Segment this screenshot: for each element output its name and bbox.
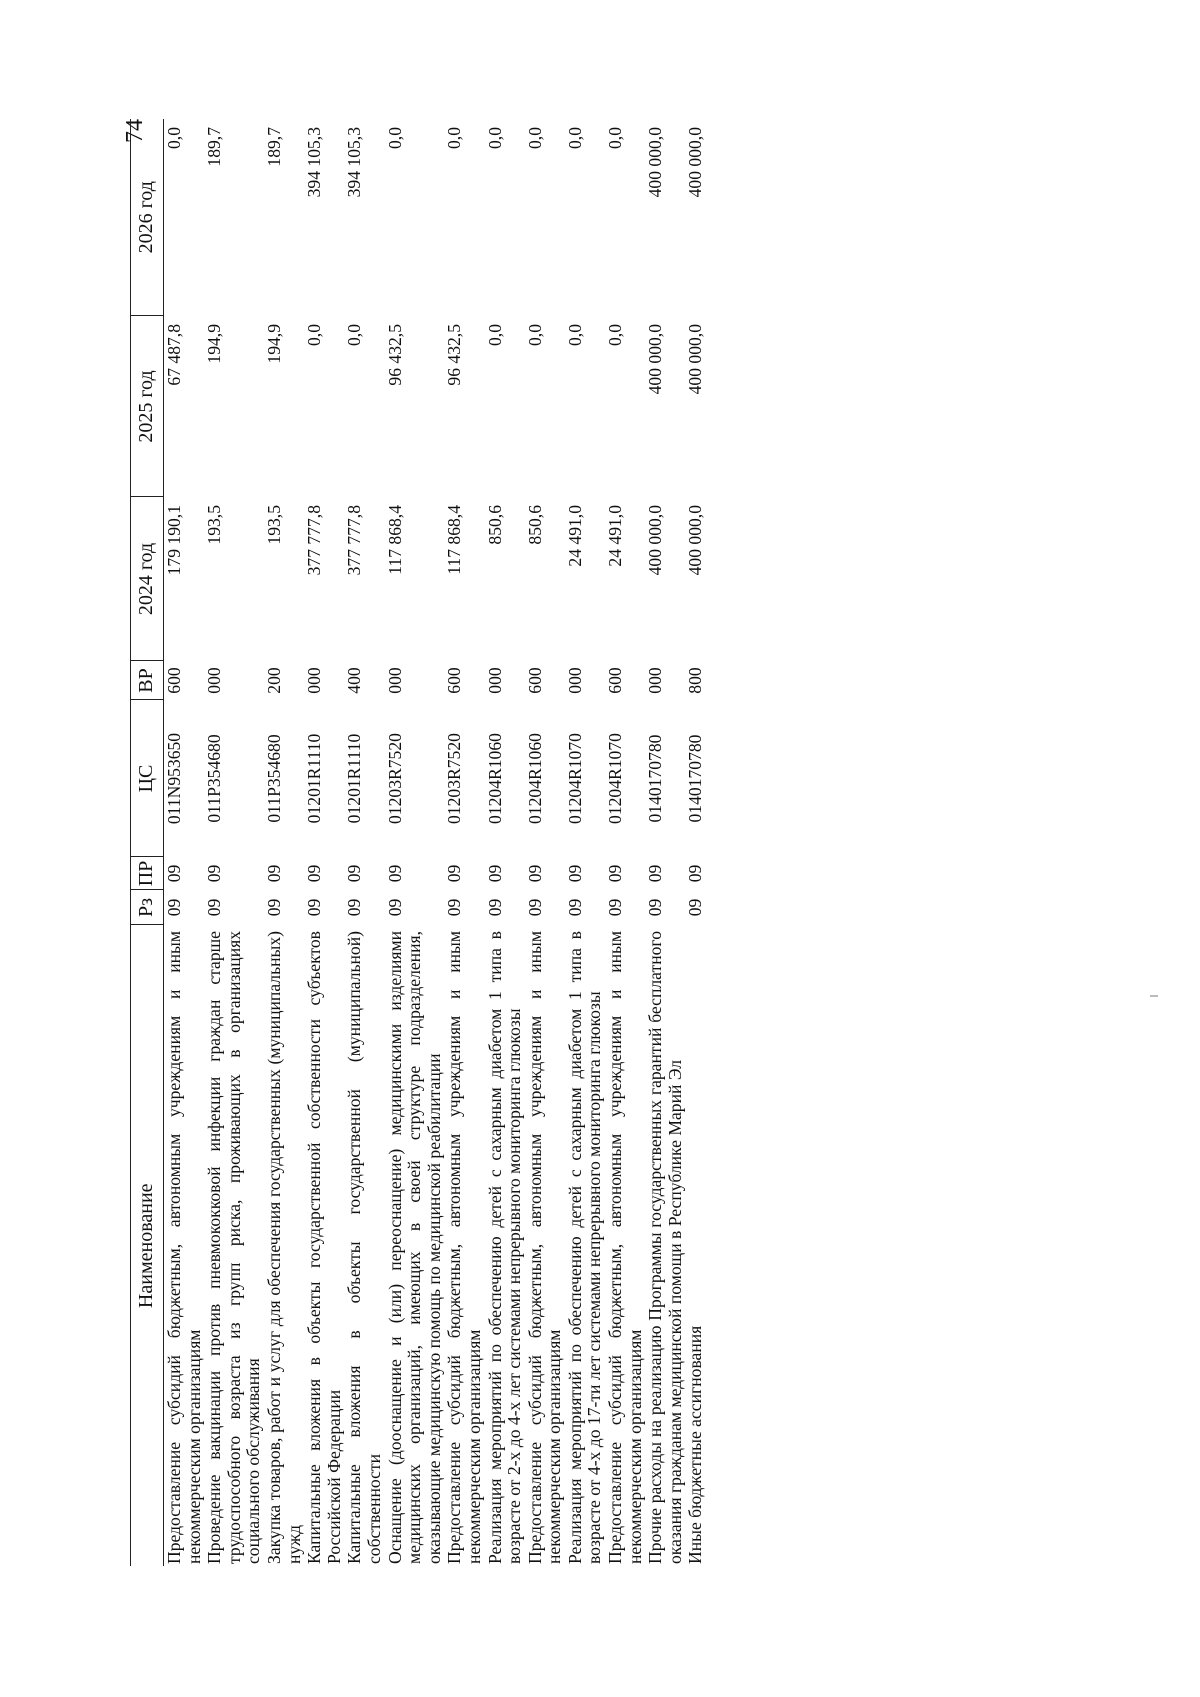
row-2025: 0,0	[344, 324, 365, 346]
row-2026: 400 000,0	[685, 127, 706, 198]
row-pr: 09	[484, 864, 505, 883]
row-cs: 01201R1110	[344, 733, 365, 824]
table-row	[385, 119, 445, 1566]
row-rz: 09	[263, 898, 284, 917]
page-number: 74	[122, 119, 148, 143]
row-rz: 09	[484, 898, 505, 917]
row-name: Иные бюджетные ассигнования	[685, 1325, 706, 1564]
header-2025: 2025 год	[131, 316, 164, 497]
row-pr: 09	[304, 864, 325, 883]
row-vr: 200	[263, 667, 284, 694]
row-rz: 09	[384, 898, 405, 917]
row-cs: 0140170780	[645, 734, 666, 823]
row-2024: 193,5	[263, 505, 284, 545]
row-cs: 0140170780	[685, 734, 706, 823]
row-cs: 011P354680	[204, 734, 225, 823]
row-2025: 0,0	[524, 324, 545, 346]
table-row	[605, 119, 645, 1566]
table-row	[485, 119, 525, 1566]
row-2024: 377 777,8	[344, 505, 365, 576]
header-2026: 2026 год	[131, 119, 164, 316]
row-pr: 09	[164, 864, 184, 883]
row-name: Оснащение (дооснащение и (или) переоснащение) медицинскими изделиями медицинских организаций, имеющих в своей структуре подразделения, оказывающие медицинскую помощь по медицинской реабилитации	[384, 931, 444, 1564]
row-pr: 09	[524, 864, 545, 883]
row-pr: 09	[384, 864, 405, 883]
row-rz: 09	[344, 898, 365, 917]
row-2025: 194,9	[204, 324, 225, 364]
row-pr: 09	[645, 864, 666, 883]
row-2024: 850,6	[484, 505, 505, 545]
row-2024: 377 777,8	[304, 505, 325, 576]
header-cs: ЦС	[131, 700, 164, 857]
row-2025: 0,0	[605, 324, 626, 346]
row-2024: 400 000,0	[645, 505, 666, 576]
row-vr: 600	[164, 667, 184, 694]
row-2025: 96 432,5	[384, 324, 405, 386]
row-cs: 01203R7520	[384, 733, 405, 824]
row-vr: 000	[304, 667, 325, 694]
row-2024: 117 868,4	[444, 505, 465, 575]
row-2026: 0,0	[605, 127, 626, 149]
row-vr: 600	[605, 667, 626, 694]
row-2025: 194,9	[263, 324, 284, 364]
scan-artifact	[1150, 995, 1158, 997]
row-2026: 394 105,3	[344, 127, 365, 198]
row-cs: 01204R1070	[564, 733, 585, 824]
row-2024: 850,6	[524, 505, 545, 545]
row-vr: 600	[444, 667, 465, 694]
row-2026: 0,0	[164, 127, 184, 149]
row-2026: 0,0	[484, 127, 505, 149]
row-2026: 0,0	[384, 127, 405, 149]
row-2026: 0,0	[564, 127, 585, 149]
row-rz: 09	[645, 898, 666, 917]
header-name: Наименование	[131, 925, 164, 1566]
table-row	[685, 119, 706, 1566]
row-2024: 400 000,0	[685, 505, 706, 576]
row-name: Закупка товаров, работ и услуг для обеспечения государственных (муниципальных) нужд	[263, 931, 304, 1564]
table-row	[525, 119, 565, 1566]
row-rz: 09	[524, 898, 545, 917]
header-vr: ВР	[131, 661, 164, 700]
row-2026: 189,7	[263, 127, 284, 167]
table-row	[645, 119, 685, 1566]
table-header-row	[131, 119, 164, 1566]
row-vr: 600	[524, 667, 545, 694]
row-2025: 400 000,0	[685, 324, 706, 395]
row-pr: 09	[564, 864, 585, 883]
row-vr: 000	[204, 667, 225, 694]
row-name: Предоставление субсидий бюджетным, автономным учреждениям и иным некоммерческим организациям	[524, 931, 565, 1564]
row-cs: 01204R1070	[605, 733, 626, 824]
row-cs: 01204R1060	[524, 733, 545, 824]
row-name: Прочие расходы на реализацию Программы государственных гарантий бесплатного оказания гражданам медицинской помощи в Республике Марий Эл	[645, 931, 685, 1564]
row-2025: 0,0	[484, 324, 505, 346]
row-vr: 800	[685, 667, 706, 694]
row-rz: 09	[685, 898, 706, 917]
header-rz: Рз	[131, 890, 164, 925]
row-rz: 09	[164, 898, 184, 917]
row-2026: 0,0	[524, 127, 545, 149]
table-row	[565, 119, 605, 1566]
row-name: Предоставление субсидий бюджетным, автономным учреждениям и иным некоммерческим организациям	[444, 931, 484, 1564]
row-cs: 01204R1060	[484, 733, 505, 824]
row-name: Реализация мероприятий по обеспечению детей с сахарным диабетом 1 типа в возрасте от 2-х до 4-х лет системами непрерывного мониторинга глюкозы	[484, 931, 525, 1564]
row-2024: 193,5	[204, 505, 225, 545]
row-vr: 000	[484, 667, 505, 694]
row-cs: 01203R7520	[444, 733, 465, 824]
table-row	[444, 119, 484, 1566]
row-pr: 09	[605, 864, 626, 883]
table-row	[164, 119, 205, 1566]
row-2025: 400 000,0	[645, 324, 666, 395]
row-2025: 67 487,8	[164, 324, 184, 386]
row-name: Капитальные вложения в объекты государственной собственности субъектов Российской Федерации	[304, 931, 344, 1564]
row-2024: 179 190,1	[164, 505, 184, 576]
budget-table	[130, 119, 706, 1566]
row-vr: 000	[645, 667, 666, 694]
row-rz: 09	[204, 898, 225, 917]
header-pr: ПР	[131, 857, 164, 890]
row-cs: 011N953650	[164, 732, 184, 825]
row-2026: 0,0	[444, 127, 465, 149]
row-2024: 24 491,0	[564, 505, 585, 567]
row-name: Капитальные вложения в объекты государственной (муниципальной) собственности	[344, 931, 384, 1564]
row-name: Предоставление субсидий бюджетным, автономным учреждениям и иным некоммерческим организациям	[164, 931, 204, 1564]
row-rz: 09	[444, 898, 465, 917]
row-vr: 000	[384, 667, 405, 694]
header-2024: 2024 год	[131, 497, 164, 661]
row-cs: 01201R1110	[304, 733, 325, 824]
row-2026: 189,7	[204, 127, 225, 167]
table-row	[204, 119, 264, 1566]
row-name: Предоставление субсидий бюджетным, автономным учреждениям и иным некоммерческим организациям	[605, 931, 645, 1564]
row-vr: 400	[344, 667, 365, 694]
row-pr: 09	[685, 864, 706, 883]
row-2025: 96 432,5	[444, 324, 465, 386]
row-cs: 011P354680	[263, 734, 284, 823]
row-rz: 09	[605, 898, 626, 917]
row-rz: 09	[304, 898, 325, 917]
row-2026: 394 105,3	[304, 127, 325, 198]
row-2024: 24 491,0	[605, 505, 626, 567]
row-name: Реализация мероприятий по обеспечению детей с сахарным диабетом 1 типа в возрасте от 4-х до 17-ти лет системами непрерывного мониторинга глюкозы	[564, 931, 605, 1564]
table-row	[304, 119, 344, 1566]
table-row	[264, 119, 304, 1566]
row-name: Проведение вакцинации против пневмококковой инфекции граждан старше трудоспособного возраста из групп риска, проживающих в организациях социального обслуживания	[204, 931, 264, 1564]
row-pr: 09	[263, 864, 284, 883]
row-2025: 0,0	[304, 324, 325, 346]
row-2026: 400 000,0	[645, 127, 666, 198]
row-pr: 09	[344, 864, 365, 883]
row-2024: 117 868,4	[384, 505, 405, 575]
row-rz: 09	[564, 898, 585, 917]
row-pr: 09	[444, 864, 465, 883]
row-pr: 09	[204, 864, 225, 883]
table-row	[344, 119, 384, 1566]
row-vr: 000	[564, 667, 585, 694]
row-2025: 0,0	[564, 324, 585, 346]
